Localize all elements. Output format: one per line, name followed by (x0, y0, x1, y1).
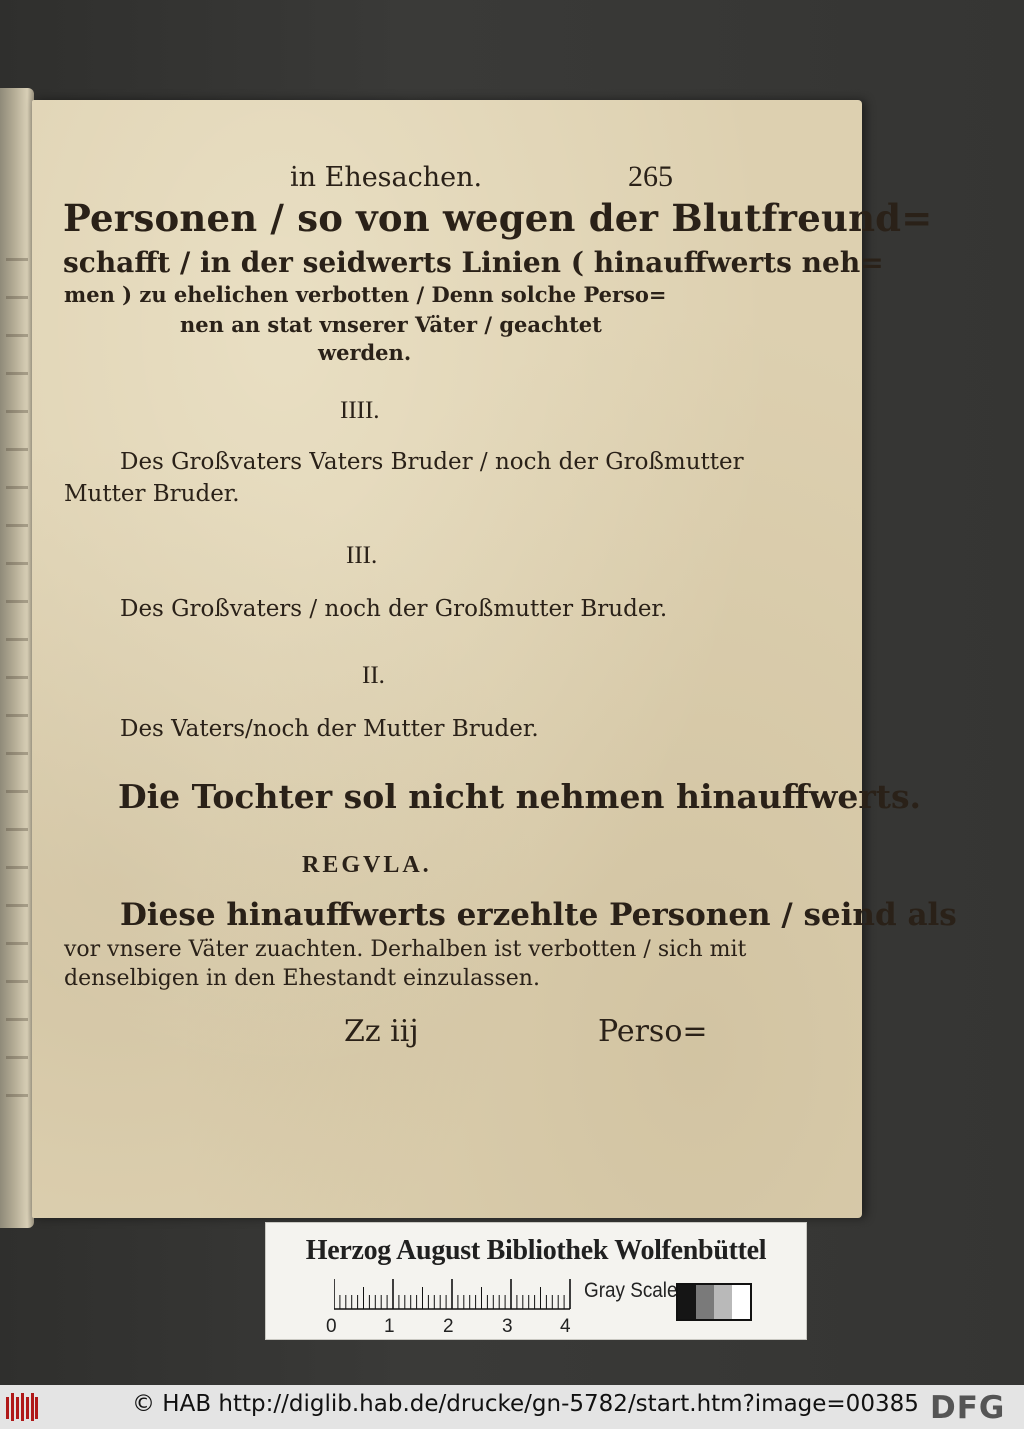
regula-line: denselbigen in den Ehestandt einzulassen. (64, 966, 540, 991)
hab-barcode-logo-icon (6, 1393, 38, 1421)
signature-mark: Zz iij (344, 1014, 419, 1049)
ruler-number: 4 (560, 1316, 571, 1337)
heading-line: nen an stat vnserer Väter / geachtet (180, 312, 602, 337)
degree-text: Des Großvaters Vaters Bruder / noch der Großmutter (120, 449, 744, 475)
daughter-heading: Die Tochter sol nicht nehmen hinauffwerts. (118, 777, 922, 816)
heading-line: schafft / in der seidwerts Linien ( hinauffwerts neh= (63, 246, 884, 279)
degree-text: Mutter Bruder. (64, 481, 240, 507)
grayscale-swatch (732, 1285, 750, 1319)
grayscale-swatches (676, 1283, 752, 1321)
library-name: Herzog August Bibliothek Wolfenbüttel (305, 1235, 767, 1266)
ruler-number: 3 (502, 1316, 513, 1337)
heading-line: men ) zu ehelichen verbotten / Denn solche Perso= (64, 282, 667, 307)
ruler-number: 1 (384, 1316, 395, 1337)
degree-numeral: IIII. (340, 397, 380, 424)
catchword: Perso= (598, 1014, 708, 1049)
regula-line: vor vnsere Väter zuachten. Derhalben ist verbotten / sich mit (64, 937, 747, 962)
dfg-logo: DFG (930, 1390, 1006, 1426)
page-number: 265 (628, 160, 673, 193)
ruler-scale (334, 1279, 574, 1311)
footer-bar (0, 1385, 1024, 1429)
heading-line: Personen / so von wegen der Blutfreund= (63, 196, 933, 240)
running-title: in Ehesachen. (290, 162, 483, 193)
ruler-number: 0 (326, 1316, 337, 1337)
regula-heading: REGVLA. (302, 852, 432, 878)
copyright-link[interactable]: © HAB http://diglib.hab.de/drucke/gn-5782/start.htm?image=00385 (132, 1391, 919, 1417)
left-page-edge (0, 88, 34, 1228)
grayscale-label: Gray Scale (584, 1279, 678, 1302)
grayscale-swatch (714, 1285, 732, 1319)
heading-line: werden. (318, 340, 412, 365)
left-page-faint-text (6, 258, 28, 1118)
grayscale-swatch (678, 1285, 696, 1319)
ruler-labels (326, 1316, 596, 1338)
ruler-number: 2 (443, 1316, 454, 1337)
degree-numeral: III. (346, 542, 378, 569)
degree-numeral: II. (362, 662, 385, 689)
calibration-card (265, 1222, 807, 1340)
degree-text: Des Großvaters / noch der Großmutter Bruder. (120, 596, 668, 622)
regula-line: Diese hinauffwerts erzehlte Personen / seind als (120, 897, 957, 933)
grayscale-swatch (696, 1285, 714, 1319)
degree-text: Des Vaters/noch der Mutter Bruder. (120, 716, 539, 742)
